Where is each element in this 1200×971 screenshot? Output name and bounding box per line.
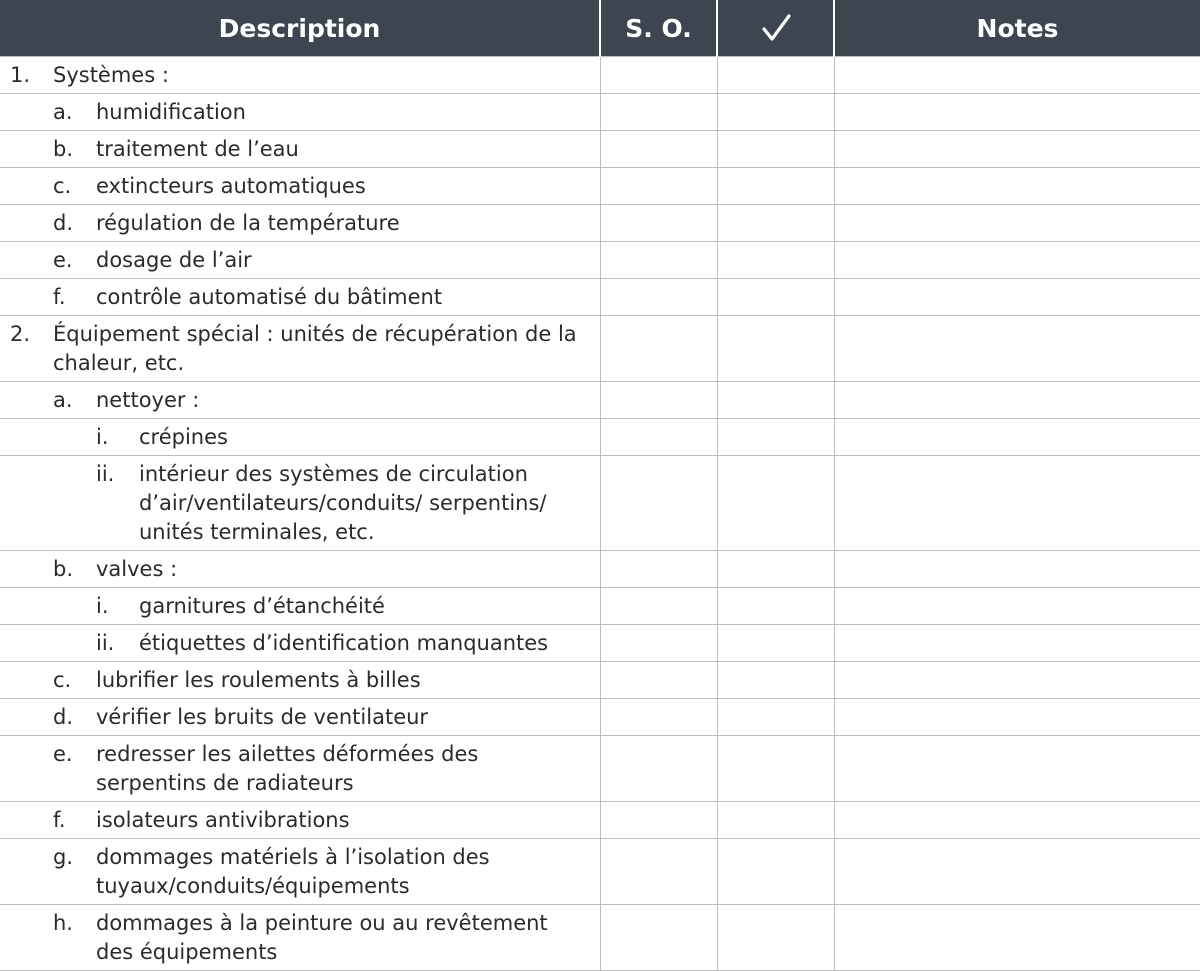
notes-cell[interactable] (834, 131, 1200, 168)
table-row (0, 625, 1200, 662)
item-marker: f. (53, 808, 66, 832)
check-cell[interactable] (717, 905, 834, 971)
so-cell[interactable] (600, 419, 717, 456)
table-row (0, 57, 1200, 94)
item-marker: e. (53, 248, 73, 272)
item-marker: e. (53, 742, 73, 766)
so-cell[interactable] (600, 242, 717, 279)
check-cell[interactable] (717, 382, 834, 419)
so-cell[interactable] (600, 316, 717, 382)
notes-cell[interactable] (834, 662, 1200, 699)
item-marker: ii. (96, 631, 115, 655)
item-marker: b. (53, 137, 74, 161)
notes-cell[interactable] (834, 382, 1200, 419)
table-row (0, 802, 1200, 839)
notes-cell[interactable] (834, 625, 1200, 662)
description-cell (0, 456, 600, 551)
description-cell (0, 168, 600, 205)
check-cell[interactable] (717, 802, 834, 839)
item-marker: a. (53, 388, 73, 412)
item-text: dommages à la peinture ou au revêtement des équipements (96, 911, 548, 964)
item-text: lubrifier les roulements à billes (96, 668, 421, 692)
description-cell (0, 242, 600, 279)
so-cell[interactable] (600, 905, 717, 971)
notes-cell[interactable] (834, 839, 1200, 905)
table-row (0, 551, 1200, 588)
description-cell (0, 382, 600, 419)
check-cell[interactable] (717, 736, 834, 802)
so-cell[interactable] (600, 57, 717, 94)
item-text: étiquettes d’identification manquantes (139, 631, 549, 655)
table-row (0, 316, 1200, 382)
item-marker: g. (53, 845, 74, 869)
item-marker: c. (53, 668, 72, 692)
table-row (0, 131, 1200, 168)
item-marker: d. (53, 211, 74, 235)
table-row (0, 699, 1200, 736)
table-row (0, 588, 1200, 625)
notes-cell[interactable] (834, 736, 1200, 802)
description-cell (0, 662, 600, 699)
description-cell (0, 699, 600, 736)
so-cell[interactable] (600, 802, 717, 839)
so-cell[interactable] (600, 382, 717, 419)
description-cell (0, 205, 600, 242)
so-cell[interactable] (600, 662, 717, 699)
table-row (0, 382, 1200, 419)
header-description: Description (0, 0, 600, 57)
item-text: dosage de l’air (96, 248, 252, 272)
item-text: extincteurs automatiques (96, 174, 366, 198)
notes-cell[interactable] (834, 168, 1200, 205)
table-header-row (0, 0, 1200, 57)
description-cell (0, 94, 600, 131)
item-text: vérifier les bruits de ventilateur (96, 705, 429, 729)
so-cell[interactable] (600, 168, 717, 205)
description-cell (0, 316, 600, 382)
table-row (0, 905, 1200, 971)
so-cell[interactable] (600, 279, 717, 316)
notes-cell[interactable] (834, 419, 1200, 456)
table-row (0, 839, 1200, 905)
notes-cell[interactable] (834, 94, 1200, 131)
so-cell[interactable] (600, 94, 717, 131)
description-cell (0, 551, 600, 588)
notes-cell[interactable] (834, 905, 1200, 971)
table-row (0, 279, 1200, 316)
item-text: redresser les ailettes déformées des serpentins de radiateurs (96, 742, 479, 795)
item-marker: c. (53, 174, 72, 198)
check-cell[interactable] (717, 316, 834, 382)
check-cell[interactable] (717, 242, 834, 279)
check-cell[interactable] (717, 625, 834, 662)
item-text: intérieur des systèmes de circulation d’air/ventilateurs/conduits/ serpentins/ unités terminales, etc. (139, 462, 547, 544)
check-cell[interactable] (717, 279, 834, 316)
check-cell[interactable] (717, 588, 834, 625)
check-cell[interactable] (717, 839, 834, 905)
item-marker: 1. (10, 63, 31, 87)
item-marker: f. (53, 285, 66, 309)
item-text: dommages matériels à l’isolation des tuyaux/conduits/équipements (96, 845, 490, 898)
so-cell[interactable] (600, 625, 717, 662)
item-marker: b. (53, 557, 74, 581)
item-marker: i. (96, 425, 109, 449)
item-text: humidification (96, 100, 246, 124)
notes-cell[interactable] (834, 242, 1200, 279)
item-text: Équipement spécial : unités de récupération de la chaleur, etc. (53, 322, 577, 375)
check-cell[interactable] (717, 699, 834, 736)
item-marker: a. (53, 100, 73, 124)
so-cell[interactable] (600, 456, 717, 551)
table-row (0, 242, 1200, 279)
item-text: traitement de l’eau (96, 137, 299, 161)
header-check (717, 0, 834, 57)
notes-cell[interactable] (834, 456, 1200, 551)
item-text: isolateurs antivibrations (96, 808, 350, 832)
item-text: contrôle automatisé du bâtiment (96, 285, 443, 309)
notes-cell[interactable] (834, 57, 1200, 94)
item-text: Systèmes : (53, 63, 169, 87)
check-cell[interactable] (717, 419, 834, 456)
item-marker: d. (53, 705, 74, 729)
table-row (0, 205, 1200, 242)
item-marker: i. (96, 594, 109, 618)
description-cell (0, 279, 600, 316)
description-cell (0, 588, 600, 625)
so-cell[interactable] (600, 588, 717, 625)
notes-cell[interactable] (834, 588, 1200, 625)
description-cell (0, 905, 600, 971)
description-cell (0, 736, 600, 802)
table-row (0, 168, 1200, 205)
so-cell[interactable] (600, 551, 717, 588)
description-cell (0, 131, 600, 168)
check-cell[interactable] (717, 57, 834, 94)
notes-cell[interactable] (834, 279, 1200, 316)
item-text: nettoyer : (96, 388, 200, 412)
so-cell[interactable] (600, 699, 717, 736)
table-row (0, 419, 1200, 456)
checkmark-icon (756, 8, 796, 48)
so-cell[interactable] (600, 131, 717, 168)
check-cell[interactable] (717, 205, 834, 242)
item-marker: 2. (10, 322, 31, 346)
notes-cell[interactable] (834, 551, 1200, 588)
notes-cell[interactable] (834, 205, 1200, 242)
table-row (0, 662, 1200, 699)
item-text: crépines (139, 425, 228, 449)
table-row (0, 94, 1200, 131)
notes-cell[interactable] (834, 316, 1200, 382)
description-cell (0, 419, 600, 456)
table-row (0, 736, 1200, 802)
description-cell (0, 839, 600, 905)
header-so: S. O. (600, 0, 717, 57)
so-cell[interactable] (600, 736, 717, 802)
check-cell[interactable] (717, 168, 834, 205)
check-cell[interactable] (717, 551, 834, 588)
item-text: garnitures d’étanchéité (139, 594, 385, 618)
so-cell[interactable] (600, 205, 717, 242)
notes-cell[interactable] (834, 699, 1200, 736)
check-cell[interactable] (717, 662, 834, 699)
table-row (0, 456, 1200, 551)
item-text: valves : (96, 557, 178, 581)
item-marker: h. (53, 911, 73, 935)
item-marker: ii. (96, 462, 115, 486)
check-cell[interactable] (717, 456, 834, 551)
item-text: régulation de la température (96, 211, 400, 235)
check-cell[interactable] (717, 131, 834, 168)
so-cell[interactable] (600, 839, 717, 905)
description-cell (0, 625, 600, 662)
header-notes: Notes (834, 0, 1200, 57)
check-cell[interactable] (717, 94, 834, 131)
notes-cell[interactable] (834, 802, 1200, 839)
description-cell (0, 57, 600, 94)
description-cell (0, 802, 600, 839)
